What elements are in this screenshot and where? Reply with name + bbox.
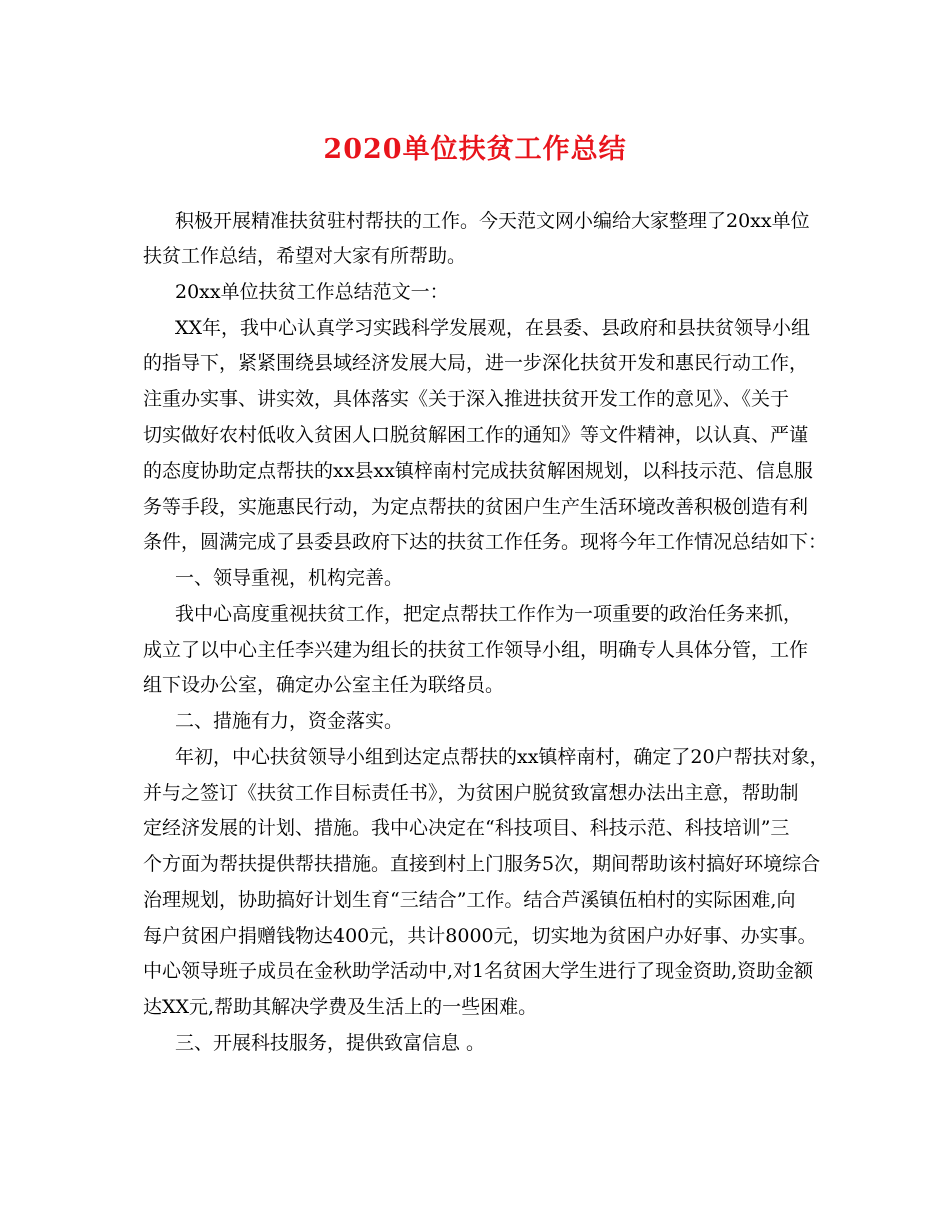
paragraph-line: 注重办实事、讲实效，具体落实《关于深入推进扶贫开发工作的意见》、《关于 — [143, 388, 790, 410]
document-title: 2020单位扶贫工作总结 — [323, 134, 627, 165]
paragraph-line: 的指导下，紧紧围绕县域经济发展大局，进一步深化扶贫开发和惠民行动工作， — [143, 352, 809, 374]
paragraph-line: 每户贫困户捐赠钱物达400元，共计8000元，切实地为贫困户办好事、办实事。 — [143, 925, 817, 947]
paragraph-line: 积极开展精准扶贫驻村帮扶的工作。今天范文网小编给大家整理了20xx单位 — [175, 210, 810, 232]
section-heading-line: 20xx单位扶贫工作总结范文一： — [175, 281, 449, 303]
section-heading-line: 三、开展科技服务，提供致富信息 。 — [175, 1032, 486, 1054]
paragraph-line: 治理规划，协助搞好计划生育“三结合”工作。结合芦溪镇伍柏村的实际困难,向 — [143, 889, 796, 911]
paragraph-line: 务等手段，实施惠民行动，为定点帮扶的贫困户生产生活环境改善积极创造有利 — [143, 496, 809, 518]
paragraph-line: 定经济发展的计划、措施。我中心决定在“科技项目、科技示范、科技培训”三 — [143, 817, 790, 839]
paragraph-line: XX年，我中心认真学习实践科学发展观，在县委、县政府和县扶贫领导小组 — [175, 317, 811, 339]
paragraph-line: 组下设办公室，确定办公室主任为联络员。 — [143, 674, 505, 696]
paragraph-line: 扶贫工作总结，希望对大家有所帮助。 — [143, 245, 467, 267]
paragraph-line: 达XX元,帮助其解决学费及生活上的一些困难。 — [143, 996, 538, 1018]
section-heading-line: 二、措施有力，资金落实。 — [175, 710, 404, 732]
paragraph-line: 并与之签订《扶贫工作目标责任书》，为贫困户脱贫致富想办法出主意，帮助制 — [143, 782, 799, 804]
paragraph-line: 我中心高度重视扶贫工作，把定点帮扶工作作为一项重要的政治任务来抓， — [175, 603, 803, 625]
paragraph-line: 个方面为帮扶提供帮扶措施。直接到村上门服务5次，期间帮助该村搞好环境综合 — [143, 853, 821, 875]
paragraph-line: 年初，中心扶贫领导小组到达定点帮扶的xx镇梓南村，确定了20户帮扶对象， — [175, 746, 829, 768]
paragraph-line: 成立了以中心主任李兴建为组长的扶贫工作领导小组，明确专人具体分管，工作 — [143, 639, 809, 661]
section-heading-line: 一、领导重视，机构完善。 — [175, 567, 404, 589]
paragraph-line: 条件，圆满完成了县委县政府下达的扶贫工作任务。现将今年工作情况总结如下： — [143, 531, 828, 553]
paragraph-line: 中心领导班子成员在金秋助学活动中,对1名贫困大学生进行了现金资助,资助金额 — [143, 960, 814, 982]
paragraph-line: 的态度协助定点帮扶的xx县xx镇梓南村完成扶贫解困规划，以科技示范、信息服 — [143, 460, 813, 482]
paragraph-line: 切实做好农村低收入贫困人口脱贫解困工作的通知》等文件精神，以认真、严谨 — [143, 424, 809, 446]
